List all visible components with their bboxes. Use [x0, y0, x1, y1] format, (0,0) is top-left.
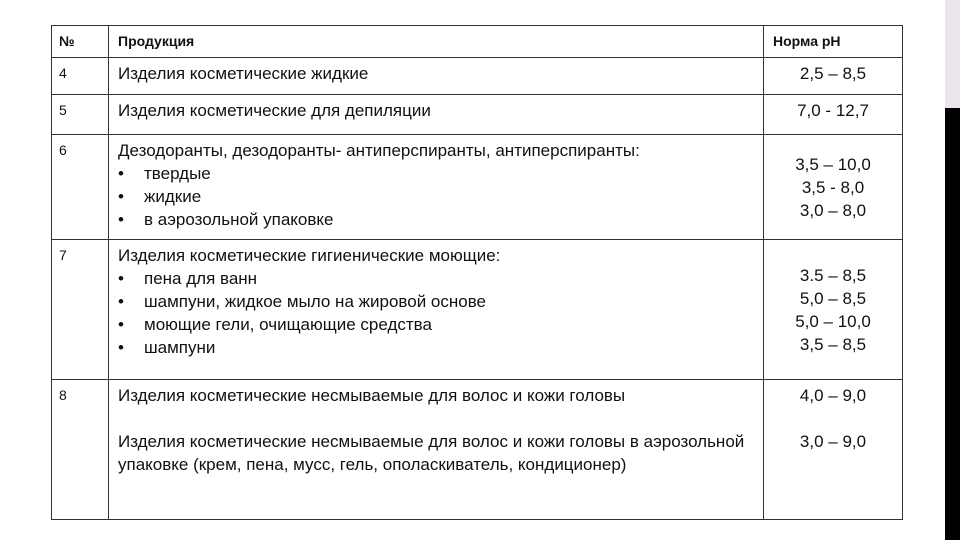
header-number: №: [52, 26, 109, 58]
ph-value: 3,5 – 8,5: [799, 334, 867, 354]
header-ph: Норма pH: [764, 26, 903, 58]
accent-bar-top: [945, 0, 960, 108]
ph-value: 4,0 – 9,0: [799, 386, 867, 405]
row-product-title: Изделия косметические гигиенические моющие:: [118, 246, 501, 265]
row-product-line: Изделия косметические несмываемые для волос и кожи головы в аэрозольной упаковке (крем, пена, мусс, гель, ополаскиватель, кондиционер): [118, 432, 745, 474]
row-ph: [764, 135, 903, 240]
header-product: Продукция: [109, 26, 764, 58]
ph-value: 5,0 – 8,5: [799, 288, 867, 308]
list-item: • пена для ванн: [118, 267, 755, 290]
list-item: • твердые: [118, 162, 755, 185]
row-product-title: Дезодоранты, дезодоранты- антиперспиранты, антиперспиранты:: [118, 141, 640, 160]
row-number: 7: [52, 240, 109, 380]
row-ph: [764, 380, 903, 520]
row-product-line: Изделия косметические несмываемые для волос и кожи головы: [118, 386, 626, 405]
row-product: [109, 135, 764, 240]
row-product: Изделия косметические для депиляции: [109, 95, 764, 135]
table-row: [52, 240, 903, 380]
ph-value: 5,0 – 10,0: [795, 311, 871, 331]
line-spacer: [764, 407, 902, 430]
ph-value: 3,0 – 9,0: [799, 432, 867, 451]
list-item: • жидкие: [118, 185, 755, 208]
row-ph: [764, 240, 903, 380]
table-header-row: [52, 26, 903, 58]
ph-norms-table: [51, 25, 903, 520]
ph-value: 3,5 - 8,0: [801, 177, 865, 197]
ph-value-list: [764, 264, 902, 356]
ph-value: 3,0 – 8,0: [799, 200, 867, 220]
line-spacer: [118, 407, 755, 430]
table-row: [52, 95, 903, 135]
row-ph: 7,0 - 12,7: [764, 95, 903, 135]
accent-bar-bottom: [945, 108, 960, 540]
table-row: [52, 58, 903, 95]
row-product: [109, 240, 764, 380]
list-item: • шампуни: [118, 336, 755, 359]
product-subtype-list: [118, 267, 755, 359]
row-product: [109, 380, 764, 520]
list-item: • моющие гели, очищающие средства: [118, 313, 755, 336]
row-number: 6: [52, 135, 109, 240]
row-number: 4: [52, 58, 109, 95]
ph-value-list: [764, 153, 902, 222]
table-row: [52, 135, 903, 240]
ph-value: 3.5 – 8,5: [799, 265, 867, 285]
list-item: • в аэрозольной упаковке: [118, 208, 755, 231]
row-ph: 2,5 – 8,5: [764, 58, 903, 95]
row-number: 5: [52, 95, 109, 135]
row-number: 8: [52, 380, 109, 520]
list-item: • шампуни, жидкое мыло на жировой основе: [118, 290, 755, 313]
table-row: [52, 380, 903, 520]
row-product: Изделия косметические жидкие: [109, 58, 764, 95]
ph-value: 3,5 – 10,0: [795, 154, 871, 174]
product-subtype-list: [118, 162, 755, 231]
